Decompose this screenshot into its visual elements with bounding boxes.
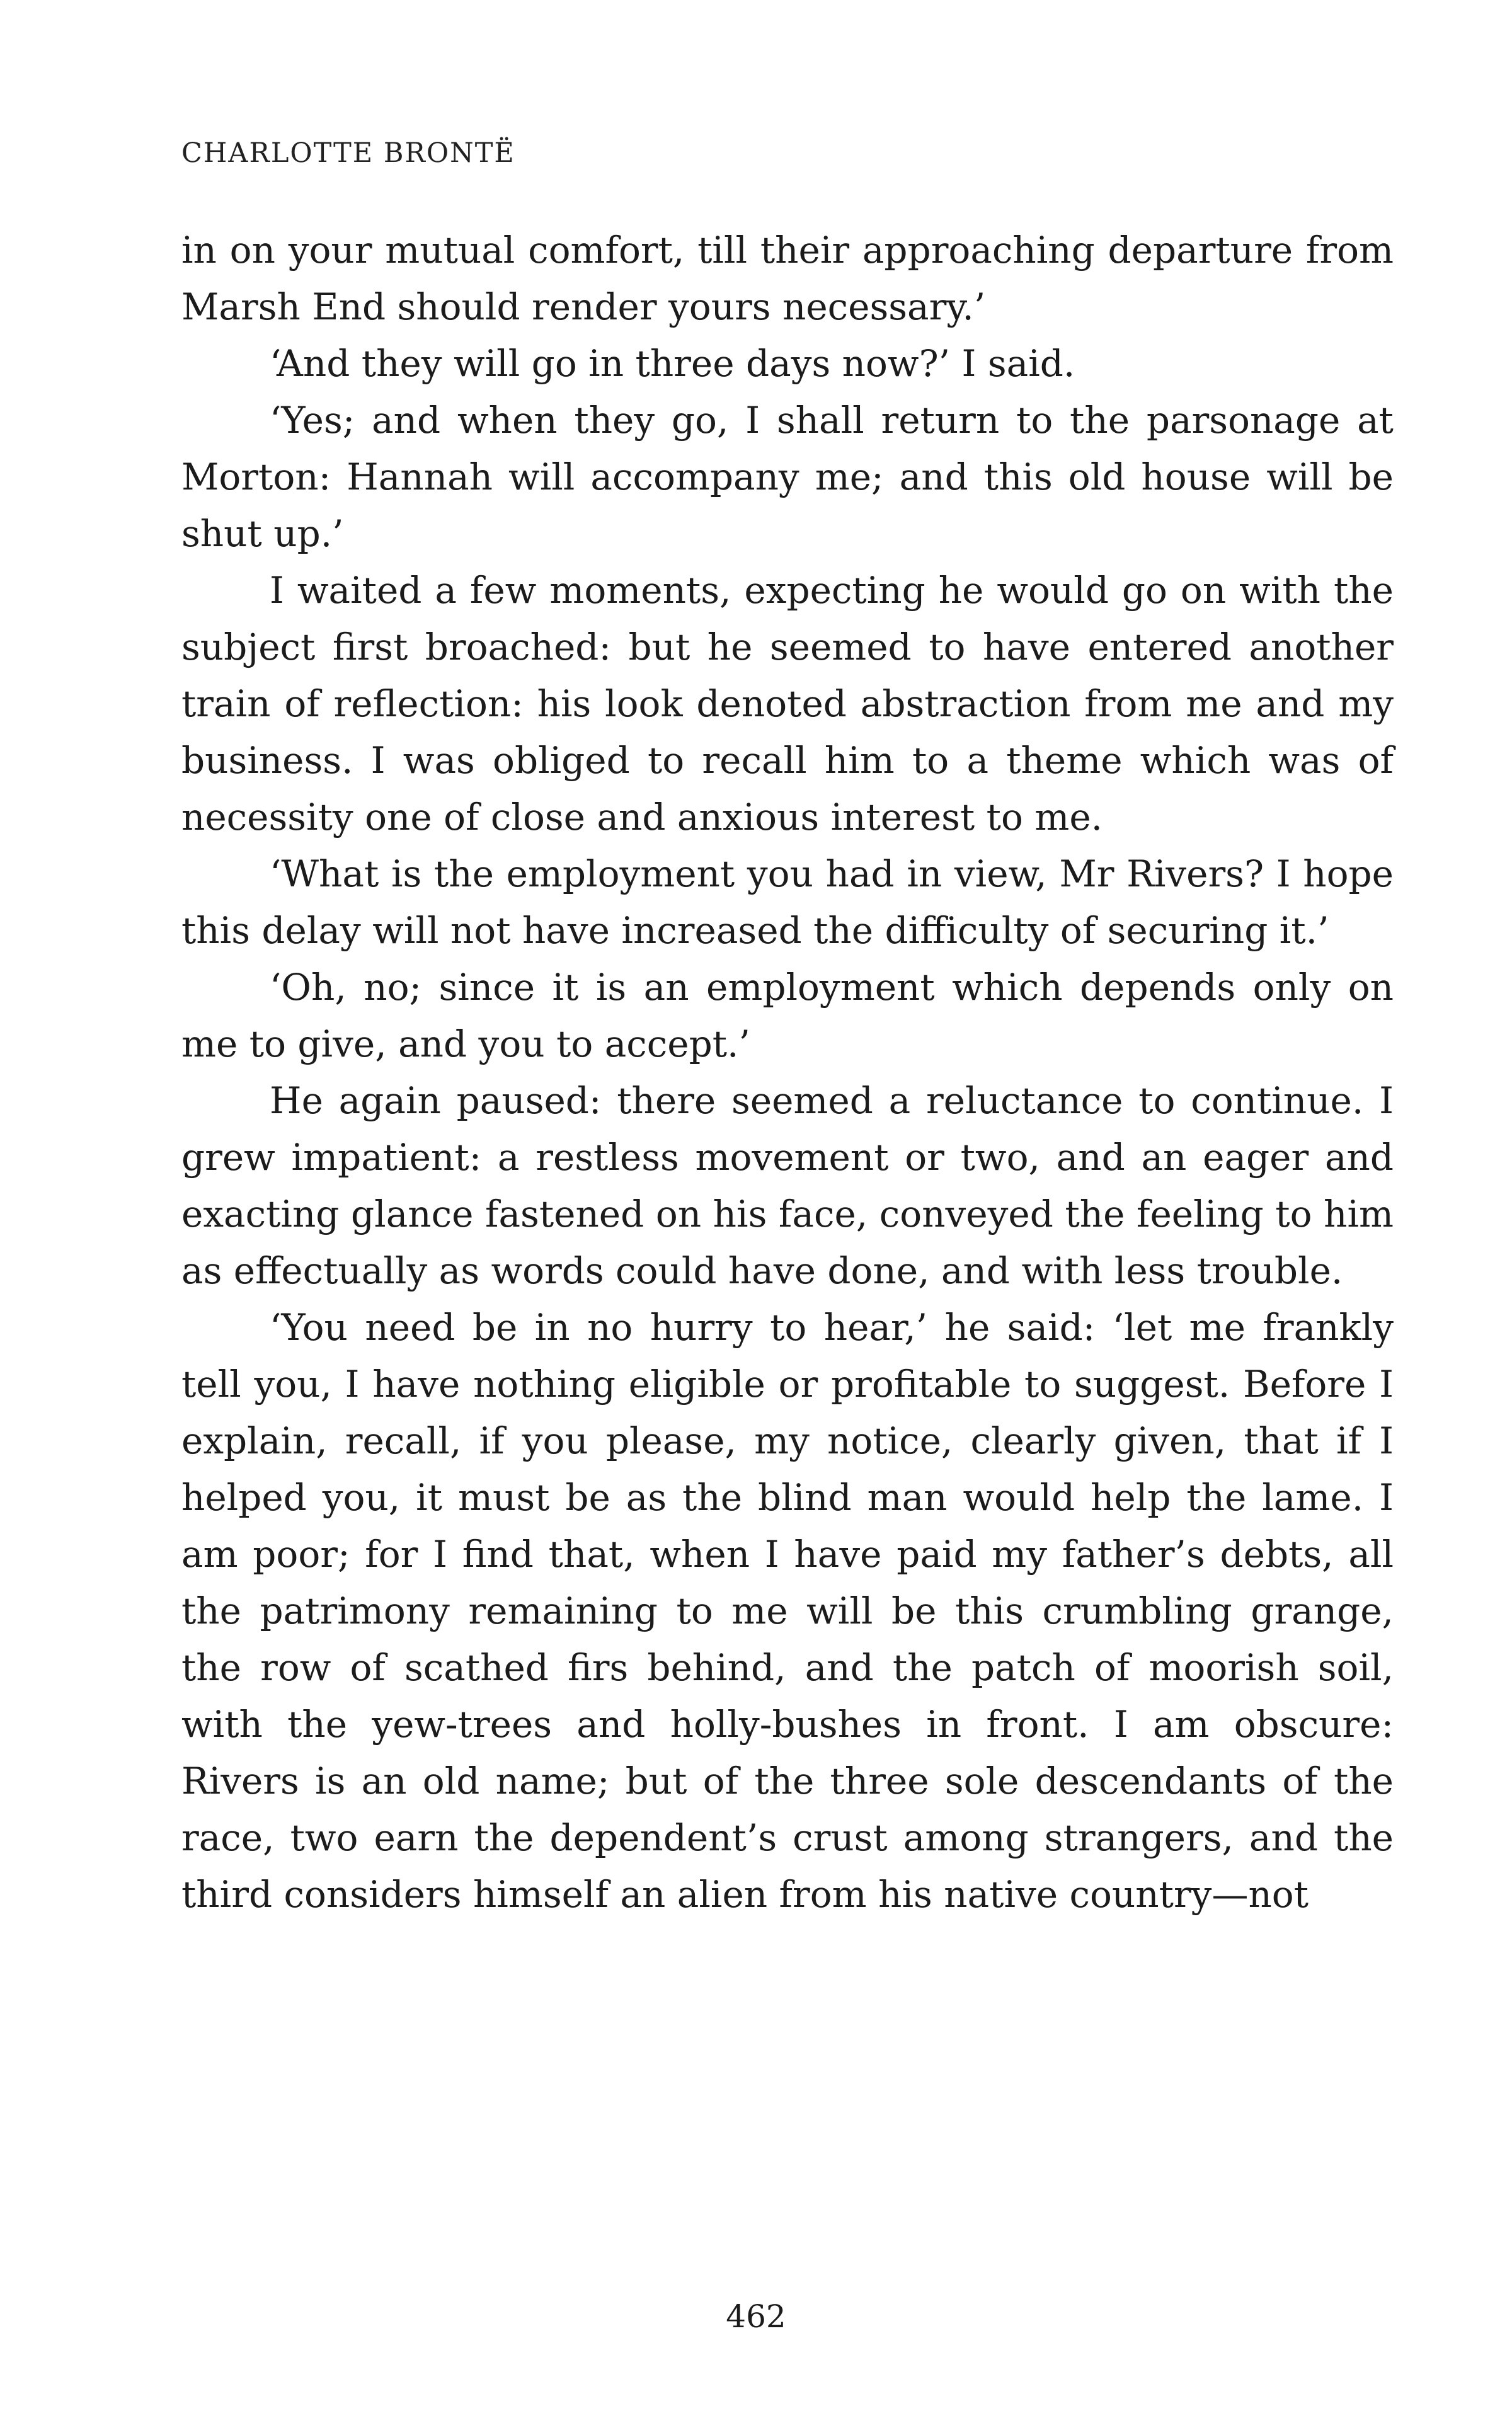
paragraph: in on your mutual comfort, till their approaching departure from Marsh End should render yours necessary.’ (181, 229, 1394, 328)
paragraph: ‘Oh, no; since it is an employment which depends only on me to give, and you to accept.’ (181, 966, 1394, 1065)
paragraph: ‘And they will go in three days now?’ I said. (270, 342, 1075, 385)
paragraph: ‘What is the employment you had in view, Mr Rivers? I hope this delay will not have increased the difficulty of securing it.’ (181, 852, 1394, 952)
paragraph: I waited a few moments, expecting he would go on with the subject first broached: but he seemed to have entered another train of reflection: his look denoted abstraction from me and my business. I was obliged to recall him to a theme which was of necessity one of close and anxious interest to me. (181, 569, 1394, 839)
page-number: 462 (726, 2298, 786, 2335)
running-header: CHARLOTTE BRONTË (181, 137, 515, 169)
paragraph: He again paused: there seemed a reluctance to continue. I grew impatient: a restless movement or two, and an eager and exacting glance fastened on his face, conveyed the feeling to him as effectually as words could have done, and with less trouble. (181, 1079, 1394, 1292)
paragraph: ‘Yes; and when they go, I shall return to the parsonage at Morton: Hannah will accompany me; and this old house will be shut up.’ (181, 399, 1394, 555)
paragraph: ‘You need be in no hurry to hear,’ he said: ‘let me frankly tell you, I have nothing eligible or profitable to suggest. Before I explain, recall, if you please, my notice, clearly given, that if I helped you, it must be as the blind man would help the lame. I am poor; for I find that, when I have paid my father’s debts, all the patrimony remaining to me will be this crumbling grange, the row of scathed firs behind, and the patch of moorish soil, with the yew-trees and holly-bushes in front. I am obscure: Rivers is an old name; but of the three sole descendants of the race, two earn the dependent’s crust among strangers, and the third considers himself an alien from his native country—not (181, 1306, 1394, 1916)
body-text (181, 222, 1394, 1923)
